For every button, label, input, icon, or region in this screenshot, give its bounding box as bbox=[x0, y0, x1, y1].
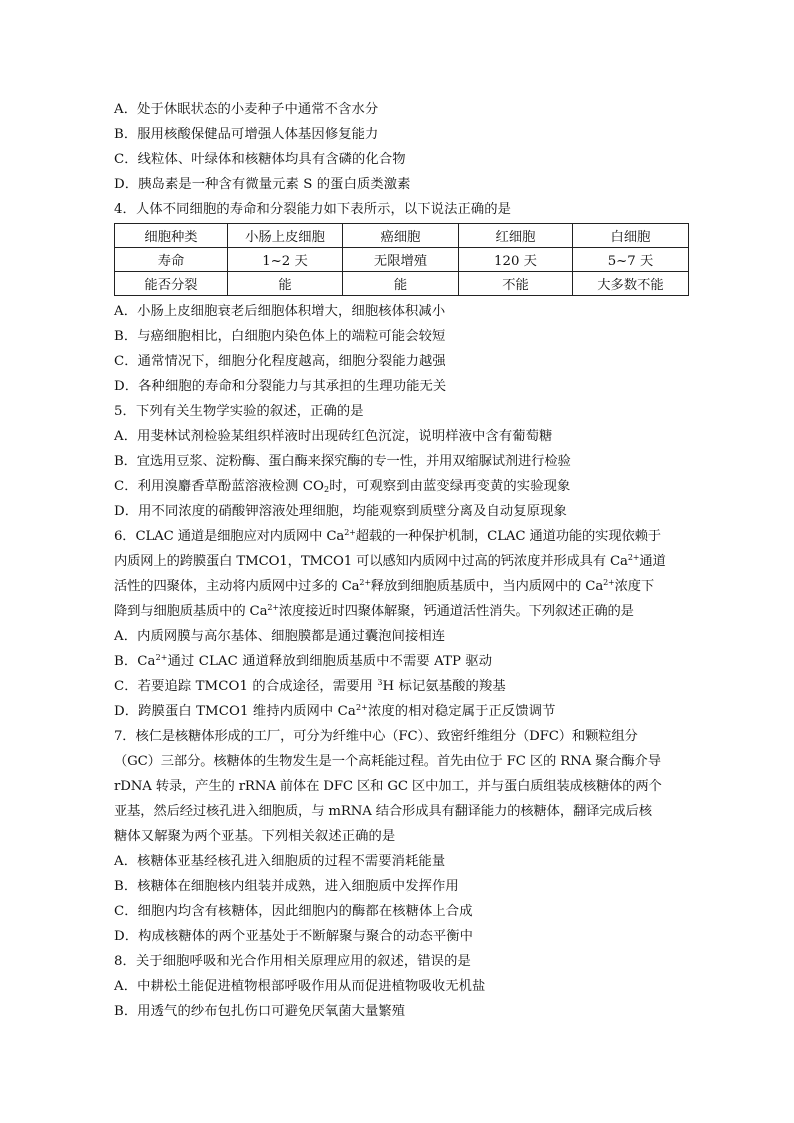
ion-charge: 2+ bbox=[267, 603, 279, 612]
table-cell: 5~7 天 bbox=[573, 248, 689, 272]
q5-option-d: D．用不同浓度的硝酸钾溶液处理细胞，均能观察到质壁分离及自动复原现象 bbox=[114, 504, 567, 519]
table-cell: 不能 bbox=[459, 272, 573, 296]
q3-option-a: A．处于休眠状态的小麦种子中通常不含水分 bbox=[114, 102, 379, 117]
q6-stem-line bbox=[114, 599, 689, 624]
q6-option-b bbox=[114, 649, 689, 674]
ion-charge: 2+ bbox=[603, 578, 615, 587]
q4-option-c: C．通常情况下，细胞分化程度越高，细胞分裂能力越强 bbox=[114, 354, 446, 369]
table-header-row bbox=[115, 224, 689, 248]
table-header-cell: 细胞种类 bbox=[115, 224, 228, 248]
table-cell: 寿命 bbox=[115, 248, 228, 272]
table-cell: 能 bbox=[228, 272, 343, 296]
table-row bbox=[115, 272, 689, 296]
q4-option-b: B．与癌细胞相比，白细胞内染色体上的端粒可能会较短 bbox=[114, 329, 446, 344]
q6-text: C．若要追踪 TMCO1 的合成途径，需要用 bbox=[114, 679, 378, 694]
q6-stem-line bbox=[114, 574, 689, 599]
q7-stem-line: 7．核仁是核糖体形成的工厂，可分为纤维中心（FC）、致密纤维组分（DFC）和颗粒组分 bbox=[114, 729, 638, 744]
q7-option-c: C．细胞内均含有核糖体，因此细胞内的酶都在核糖体上合成 bbox=[114, 904, 473, 919]
q7-stem-line: 亚基，然后经过核孔进入细胞质，与 mRNA 结合形成具有翻译能力的核糖体，翻译完成后核 bbox=[114, 804, 652, 819]
q6-text: B．Ca bbox=[114, 654, 156, 669]
table-cell: 能 bbox=[343, 272, 459, 296]
table-cell: 1~2 天 bbox=[228, 248, 343, 272]
q5-stem: 5．下列有关生物学实验的叙述，正确的是 bbox=[114, 404, 364, 419]
q6-stem-line bbox=[114, 549, 689, 574]
subscript: 2 bbox=[324, 485, 330, 494]
table-cell: 能否分裂 bbox=[115, 272, 228, 296]
q7-stem-line: 糖体又解聚为两个亚基。下列相关叙述正确的是 bbox=[114, 829, 396, 844]
q5-option-a: A．用斐林试剂检验某组织样液时出现砖红色沉淀，说明样液中含有葡萄糖 bbox=[114, 429, 553, 444]
isotope-mass: 3 bbox=[377, 678, 383, 687]
q7-stem-line: （GC）三部分。核糖体的生物发生是一个高耗能过程。首先由位于 FC 区的 RNA 聚合酶介导 bbox=[114, 754, 661, 769]
table-header-cell: 红细胞 bbox=[459, 224, 573, 248]
q6-text: 超载的一种保护机制，CLAC 通道功能的实现依赖于 bbox=[355, 529, 661, 544]
q4-stem: 4．人体不同细胞的寿命和分裂能力如下表所示，以下说法正确的是 bbox=[114, 202, 512, 217]
table-cell: 大多数不能 bbox=[573, 272, 689, 296]
q6-text: 浓度接近时四聚体解聚，钙通道活性消失。下列叙述正确的是 bbox=[278, 604, 634, 619]
q4-option-a: A．小肠上皮细胞衰老后细胞体积增大，细胞核体积减小 bbox=[114, 304, 446, 319]
q5-option-c-text: C．利用溴麝香草酚蓝溶液检测 CO bbox=[114, 479, 325, 494]
q5-option-b: B．宜选用豆浆、淀粉酶、蛋白酶来探究酶的专一性，并用双缩脲试剂进行检验 bbox=[114, 454, 571, 469]
ion-charge: 2+ bbox=[627, 553, 640, 562]
table-cell: 无限增殖 bbox=[343, 248, 459, 272]
q8-option-a: A．中耕松土能促进植物根部呼吸作用从而促进植物吸收无机盐 bbox=[114, 979, 486, 994]
q6-text: 降到与细胞质基质中的 Ca bbox=[114, 604, 268, 619]
q6-text: H 标记氨基酸的羧基 bbox=[382, 679, 506, 694]
q7-option-b: B．核糖体在细胞核内组装并成熟，进入细胞质中发挥作用 bbox=[114, 879, 459, 894]
q6-text: 浓度的相对稳定属于正反馈调节 bbox=[367, 704, 556, 719]
table-row bbox=[115, 248, 689, 272]
q5-option-c-text-end: 时，可观察到由蓝变绿再变黄的实验现象 bbox=[329, 479, 571, 494]
table-header-cell: 小肠上皮细胞 bbox=[228, 224, 343, 248]
q6-text: 浓度下 bbox=[614, 579, 655, 594]
q7-option-a: A．核糖体亚基经核孔进入细胞质的过程不需要消耗能量 bbox=[114, 854, 446, 869]
q6-text: 6．CLAC 通道是细胞应对内质网中 Ca bbox=[114, 529, 345, 544]
q5-option-c bbox=[114, 474, 689, 499]
q7-stem-line: rDNA 转录，产生的 rRNA 前体在 DFC 区和 GC 区中加工，并与蛋白质组装成核糖体的两个 bbox=[114, 779, 662, 794]
q6-text: 释放到细胞质基质中，当内质网中的 Ca bbox=[370, 579, 604, 594]
table-header-cell: 白细胞 bbox=[573, 224, 689, 248]
q6-text: 内质网上的跨膜蛋白 TMCO1，TMCO1 可以感知内质网中过高的钙浓度并形成具有 Ca bbox=[114, 554, 628, 569]
ion-charge: 2+ bbox=[355, 703, 368, 712]
q6-stem-line bbox=[114, 524, 689, 549]
ion-charge: 2+ bbox=[344, 528, 356, 537]
q4-option-d: D．各种细胞的寿命和分裂能力与其承担的生理功能无关 bbox=[114, 379, 447, 394]
q6-text: 通道 bbox=[639, 554, 666, 569]
q6-text: D．跨膜蛋白 TMCO1 维持内质网中 Ca bbox=[114, 704, 356, 719]
q8-option-b: B．用透气的纱布包扎伤口可避免厌氧菌大量繁殖 bbox=[114, 1004, 406, 1019]
q6-option-a: A．内质网膜与高尔基体、细胞膜都是通过囊泡间接相连 bbox=[114, 629, 446, 644]
ion-charge: 2+ bbox=[359, 578, 371, 587]
q7-option-d: D．构成核糖体的两个亚基处于不断解聚与聚合的动态平衡中 bbox=[114, 929, 474, 944]
ion-charge: 2+ bbox=[155, 653, 168, 662]
table-header-cell: 癌细胞 bbox=[343, 224, 459, 248]
q6-option-c bbox=[114, 674, 689, 699]
q3-option-d: D．胰岛素是一种含有微量元素 S 的蛋白质类激素 bbox=[114, 177, 411, 192]
q6-option-d bbox=[114, 699, 689, 724]
cell-lifespan-table bbox=[114, 223, 689, 296]
q8-stem: 8．关于细胞呼吸和光合作用相关原理应用的叙述，错误的是 bbox=[114, 954, 471, 969]
q3-option-b: B．服用核酸保健品可增强人体基因修复能力 bbox=[114, 127, 379, 142]
q6-text: 通过 CLAC 通道释放到细胞质基质中不需要 ATP 驱动 bbox=[167, 654, 493, 669]
q3-option-c: C．线粒体、叶绿体和核糖体均具有含磷的化合物 bbox=[114, 152, 406, 167]
exam-page bbox=[114, 97, 689, 1024]
q6-text: 活性的四聚体，主动将内质网中过多的 Ca bbox=[114, 579, 360, 594]
table-cell: 120 天 bbox=[459, 248, 573, 272]
